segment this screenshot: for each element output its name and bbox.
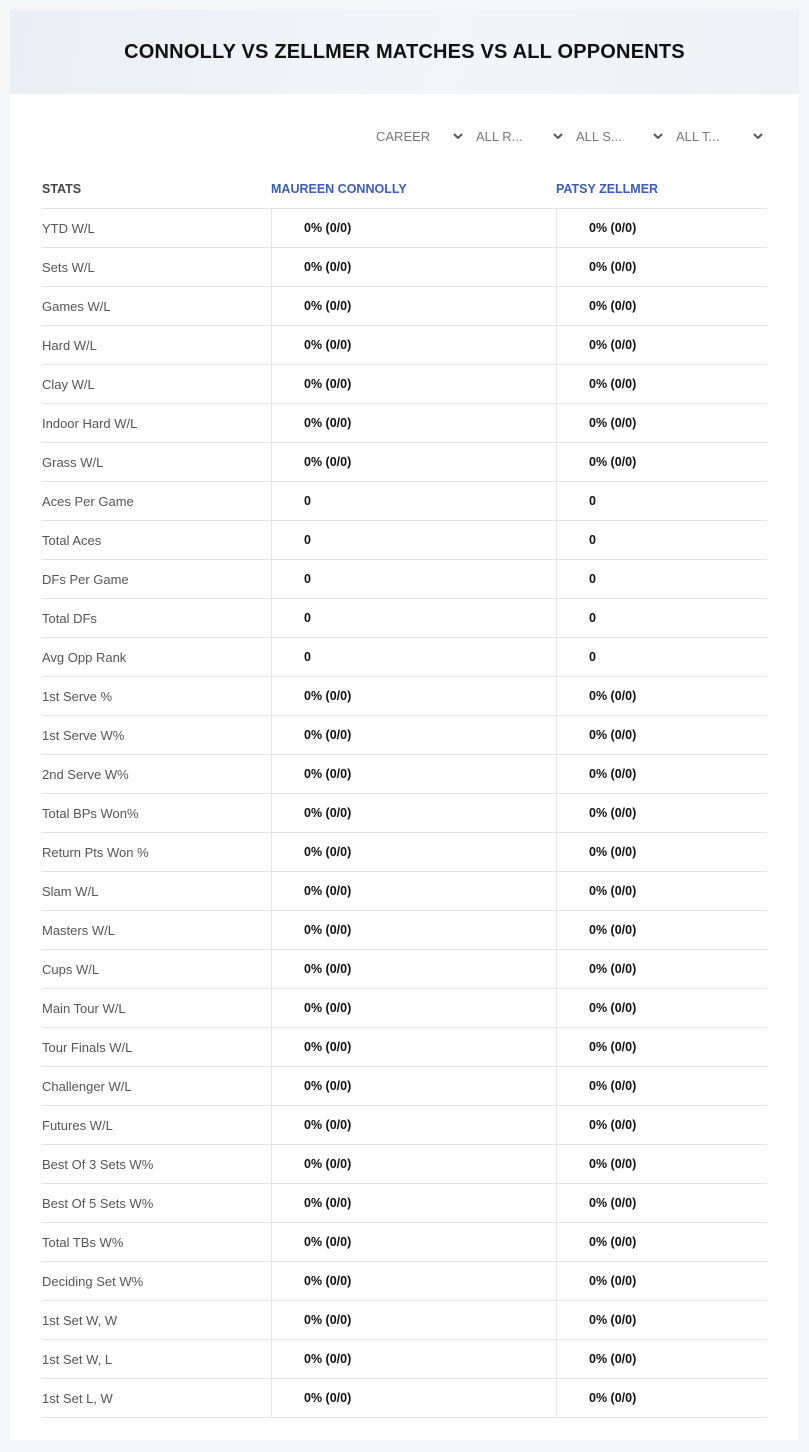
table-row [42,677,767,716]
stat-label: Total DFs [42,610,97,626]
page-title: CONNOLLY VS ZELLMER MATCHES VS ALL OPPONENTS [124,40,685,63]
player2-value: 0% (0/0) [556,755,767,793]
player2-value: 0% (0/0) [556,365,767,403]
table-row [42,560,767,599]
filter-label: ALL R... [476,128,523,144]
table-row [42,209,767,248]
table-row [42,1067,767,1106]
player1-value: 0% (0/0) [271,872,556,910]
stat-label: Main Tour W/L [42,1000,126,1016]
table-row [42,833,767,872]
header-player2-link[interactable]: PATSY ZELLMER [556,182,659,196]
player1-value: 0% (0/0) [271,404,556,442]
player2-value: 0% (0/0) [556,1223,767,1261]
table-row [42,248,767,287]
table-body [42,209,767,1418]
stat-label: Return Pts Won % [42,844,149,860]
player2-value: 0% (0/0) [556,326,767,364]
stat-label: Best Of 5 Sets W% [42,1195,154,1211]
player2-value: 0 [556,482,767,520]
player1-value: 0% (0/0) [271,755,556,793]
player2-value: 0% (0/0) [556,911,767,949]
stat-label: Games W/L [42,298,111,314]
chevron-down-icon [452,130,464,142]
stat-label: 1st Set W, L [42,1351,113,1367]
player1-value: 0% (0/0) [271,1262,556,1300]
player2-value: 0% (0/0) [556,1301,767,1339]
table-row [42,1340,767,1379]
table-row [42,794,767,833]
stats-table [42,170,767,1418]
table-row [42,326,767,365]
table-row [42,1262,767,1301]
table-header [42,170,767,209]
table-row [42,1301,767,1340]
player2-value: 0% (0/0) [556,677,767,715]
player1-value: 0% (0/0) [271,677,556,715]
player1-value: 0 [271,638,556,676]
player1-value: 0% (0/0) [271,1301,556,1339]
filter-label: CAREER [376,128,431,144]
table-row [42,638,767,677]
table-row [42,1106,767,1145]
player1-value: 0 [271,560,556,598]
player1-value: 0% (0/0) [271,833,556,871]
stat-label: 1st Set W, W [42,1312,118,1328]
stat-label: Clay W/L [42,376,95,392]
table-row [42,443,767,482]
player1-value: 0% (0/0) [271,365,556,403]
player1-value: 0% (0/0) [271,248,556,286]
player1-value: 0% (0/0) [271,911,556,949]
stat-label: Deciding Set W% [42,1273,144,1289]
filter-label: ALL T... [676,128,720,144]
stat-label: Sets W/L [42,259,95,275]
table-row [42,521,767,560]
table-row [42,950,767,989]
stat-label: Total Aces [42,532,102,548]
table-row [42,755,767,794]
player1-value: 0% (0/0) [271,209,556,247]
player1-value: 0 [271,482,556,520]
player1-value: 0% (0/0) [271,1184,556,1222]
player2-value: 0% (0/0) [556,1106,767,1144]
player2-value: 0% (0/0) [556,1379,767,1417]
table-row [42,287,767,326]
player2-value: 0% (0/0) [556,1067,767,1105]
player1-value: 0% (0/0) [271,950,556,988]
chevron-down-icon [652,130,664,142]
player1-value: 0 [271,521,556,559]
player2-value: 0% (0/0) [556,794,767,832]
table-row [42,365,767,404]
stats-card [10,10,799,1440]
chevron-down-icon [552,130,564,142]
stat-label: YTD W/L [42,220,95,236]
player2-value: 0% (0/0) [556,833,767,871]
player2-value: 0% (0/0) [556,1340,767,1378]
player2-value: 0% (0/0) [556,872,767,910]
stat-label: Total BPs Won% [42,805,139,821]
card-header [10,10,799,94]
player1-value: 0% (0/0) [271,1340,556,1378]
player2-value: 0 [556,638,767,676]
stat-label: Tour Finals W/L [42,1039,133,1055]
player2-value: 0% (0/0) [556,716,767,754]
table-row [42,404,767,443]
stat-label: Total TBs W% [42,1234,124,1250]
table-row [42,482,767,521]
stat-label: Aces Per Game [42,493,134,509]
player1-value: 0% (0/0) [271,326,556,364]
player2-value: 0% (0/0) [556,248,767,286]
stat-label: 2nd Serve W% [42,766,129,782]
stat-label: 1st Serve % [42,688,113,704]
stat-label: Masters W/L [42,922,115,938]
header-player1-link[interactable]: MAUREEN CONNOLLY [271,182,407,196]
stat-label: Futures W/L [42,1117,113,1133]
table-row [42,599,767,638]
player2-value: 0% (0/0) [556,404,767,442]
stat-label: Hard W/L [42,337,97,353]
table-row [42,1379,767,1418]
table-row [42,911,767,950]
table-row [42,872,767,911]
player1-value: 0% (0/0) [271,716,556,754]
chevron-down-icon [752,130,764,142]
player2-value: 0% (0/0) [556,209,767,247]
stat-label: Avg Opp Rank [42,649,127,665]
player2-value: 0% (0/0) [556,1028,767,1066]
player2-value: 0% (0/0) [556,1184,767,1222]
stat-label: Best Of 3 Sets W% [42,1156,154,1172]
stat-label: Challenger W/L [42,1078,132,1094]
stat-label: 1st Set L, W [42,1390,113,1406]
player2-value: 0% (0/0) [556,989,767,1027]
table-row [42,1028,767,1067]
stat-label: Slam W/L [42,883,99,899]
stat-label: Grass W/L [42,454,104,470]
stat-label: 1st Serve W% [42,727,125,743]
player1-value: 0% (0/0) [271,1028,556,1066]
table-row [42,1184,767,1223]
filter-bar [366,125,766,147]
header-stats: STATS [42,182,82,196]
table-row [42,989,767,1028]
player2-value: 0 [556,599,767,637]
player2-value: 0% (0/0) [556,287,767,325]
player2-value: 0% (0/0) [556,1145,767,1183]
stat-label: DFs Per Game [42,571,129,587]
player1-value: 0% (0/0) [271,443,556,481]
filter-surface-select[interactable] [566,125,666,147]
player2-value: 0% (0/0) [556,950,767,988]
player2-value: 0 [556,560,767,598]
filter-label: ALL S... [576,128,622,144]
stat-label: Indoor Hard W/L [42,415,138,431]
player1-value: 0% (0/0) [271,794,556,832]
player1-value: 0% (0/0) [271,1067,556,1105]
player1-value: 0% (0/0) [271,1379,556,1417]
player1-value: 0% (0/0) [271,1145,556,1183]
player1-value: 0% (0/0) [271,1106,556,1144]
table-row [42,1223,767,1262]
player1-value: 0% (0/0) [271,1223,556,1261]
filter-tournament-select[interactable] [666,125,766,147]
player2-value: 0 [556,521,767,559]
filter-rounds-select[interactable] [466,125,566,147]
stat-label: Cups W/L [42,961,100,977]
player2-value: 0% (0/0) [556,443,767,481]
player1-value: 0% (0/0) [271,989,556,1027]
table-row [42,716,767,755]
player2-value: 0% (0/0) [556,1262,767,1300]
player1-value: 0 [271,599,556,637]
filter-career-select[interactable] [366,125,466,147]
player1-value: 0% (0/0) [271,287,556,325]
table-row [42,1145,767,1184]
